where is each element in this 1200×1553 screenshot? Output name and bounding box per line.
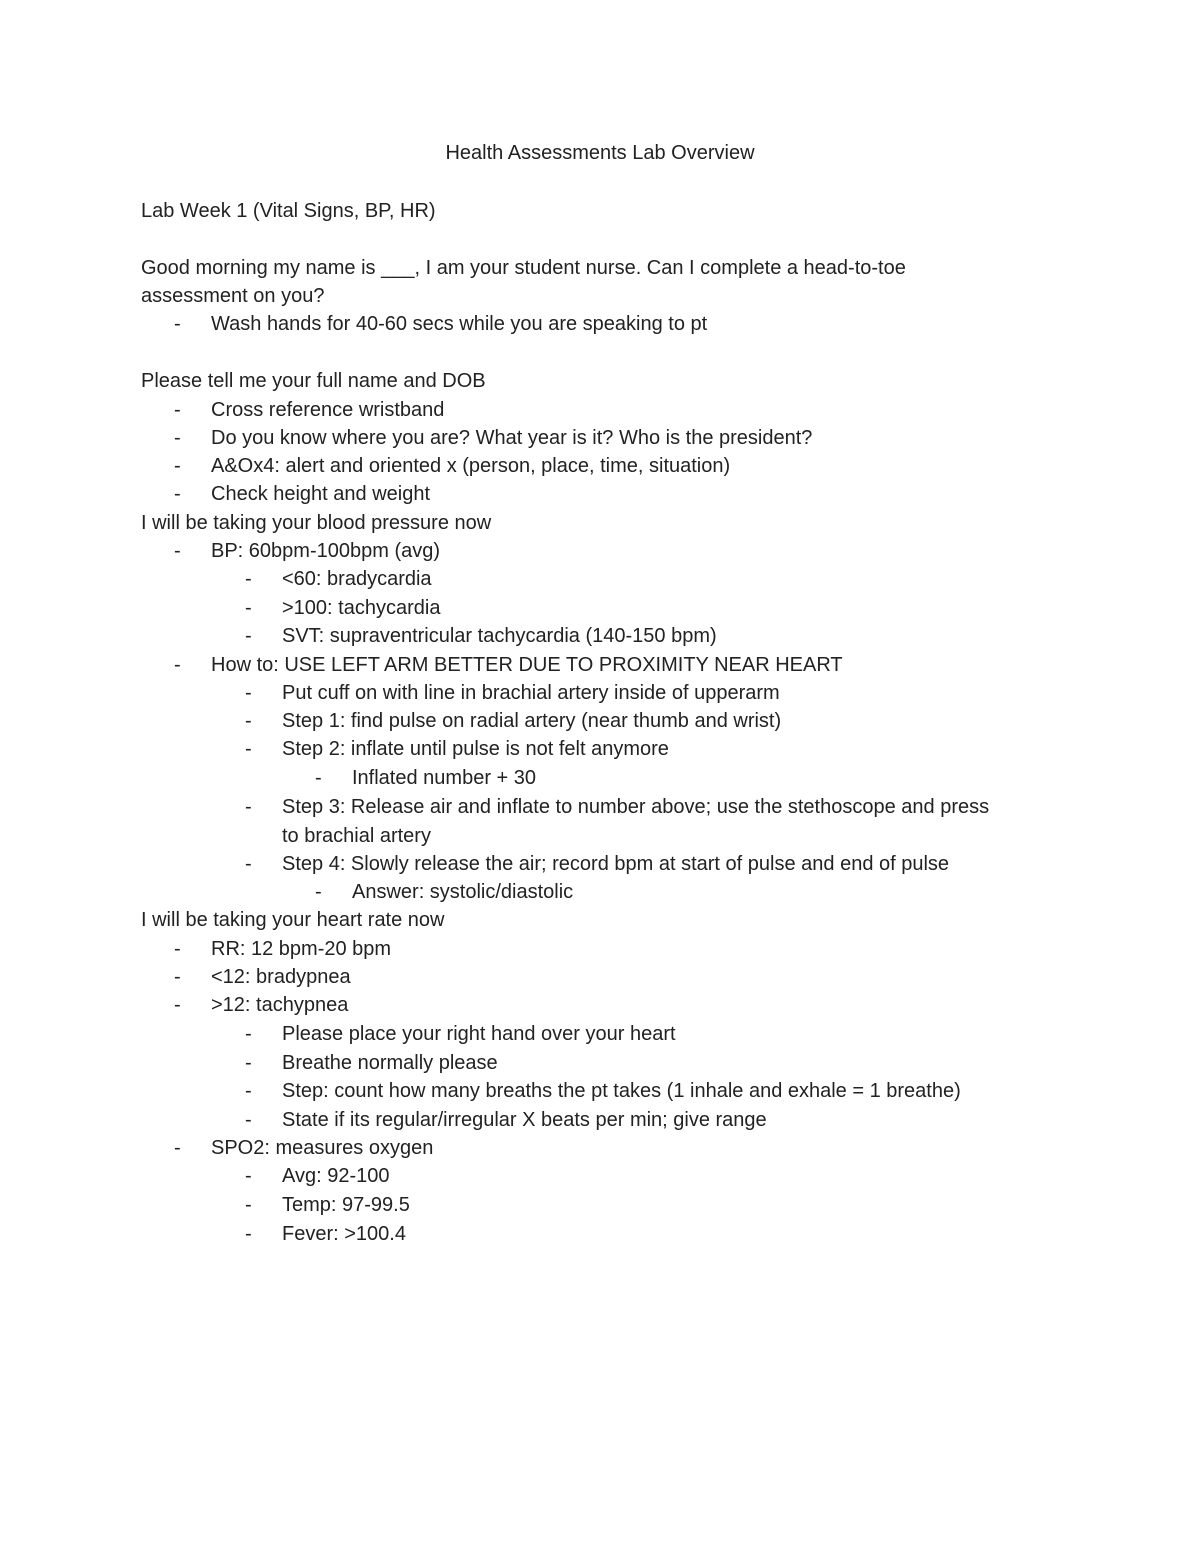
line-text: Step 3: Release air and inflate to number above; use the stethoscope and press	[282, 796, 990, 818]
line-text: BP: 60bpm-100bpm (avg)	[211, 540, 441, 562]
line-text: Do you know where you are? What year is it? Who is the president?	[211, 427, 813, 449]
list-item	[0, 850, 1200, 878]
bullet-dash: -	[315, 767, 322, 789]
line-text: Please tell me your full name and DOB	[141, 370, 486, 392]
line-text: I will be taking your heart rate now	[141, 909, 445, 931]
list-item	[0, 1162, 1200, 1190]
list-item	[0, 622, 1200, 650]
line-text: Answer: systolic/diastolic	[352, 881, 574, 903]
bullet-dash: -	[315, 881, 322, 903]
bullet-dash: -	[245, 625, 252, 647]
list-item	[0, 1134, 1200, 1162]
line-text: SVT: supraventricular tachycardia (140-150 bpm)	[282, 625, 717, 647]
bullet-dash: -	[174, 938, 181, 960]
bullet-dash: -	[245, 853, 252, 875]
bullet-dash: -	[174, 455, 181, 477]
line-text: Step 1: find pulse on radial artery (near thumb and wrist)	[282, 710, 782, 732]
list-item	[0, 480, 1200, 508]
line-text: Step 2: inflate until pulse is not felt anymore	[282, 738, 669, 760]
bullet-dash: -	[245, 710, 252, 732]
line-text: Please place your right hand over your heart	[282, 1023, 676, 1045]
line-text: Step: count how many breaths the pt takes (1 inhale and exhale = 1 breathe)	[282, 1080, 961, 1102]
line-text: Good morning my name is ___, I am your student nurse. Can I complete a head-to-toe	[141, 257, 906, 279]
line-text: Check height and weight	[211, 483, 431, 505]
line-text: Temp: 97-99.5	[282, 1194, 410, 1216]
bullet-dash: -	[245, 738, 252, 760]
list-item	[0, 452, 1200, 480]
bullet-dash: -	[245, 568, 252, 590]
bullet-dash: -	[245, 1080, 252, 1102]
line-text: Breathe normally please	[282, 1052, 498, 1074]
bullet-dash: -	[174, 427, 181, 449]
line-text: >12: tachypnea	[211, 994, 349, 1016]
list-item	[0, 793, 1200, 821]
bullet-dash: -	[174, 654, 181, 676]
line-text: Put cuff on with line in brachial artery inside of upperarm	[282, 682, 780, 704]
paragraph-line	[0, 254, 1200, 282]
list-item	[0, 396, 1200, 424]
list-item	[0, 1020, 1200, 1048]
line-text: A&Ox4: alert and oriented x (person, place, time, situation)	[211, 455, 731, 477]
bullet-dash: -	[245, 1023, 252, 1045]
list-item	[0, 735, 1200, 763]
line-text: Inflated number + 30	[352, 767, 537, 789]
bullet-dash: -	[245, 597, 252, 619]
line-text: I will be taking your blood pressure now	[141, 512, 492, 534]
line-text: assessment on you?	[141, 285, 325, 307]
paragraph-line	[0, 509, 1200, 537]
bullet-dash: -	[174, 483, 181, 505]
line-text: SPO2: measures oxygen	[211, 1137, 434, 1159]
bullet-dash: -	[245, 1194, 252, 1216]
bullet-dash: -	[245, 1165, 252, 1187]
list-item	[0, 991, 1200, 1019]
bullet-dash: -	[245, 1109, 252, 1131]
list-item	[0, 679, 1200, 707]
list-item	[0, 565, 1200, 593]
list-item	[0, 963, 1200, 991]
bullet-dash: -	[245, 682, 252, 704]
bullet-dash: -	[174, 399, 181, 421]
list-item	[0, 1049, 1200, 1077]
line-text: Cross reference wristband	[211, 399, 445, 421]
line-text: Wash hands for 40-60 secs while you are speaking to pt	[211, 313, 708, 335]
list-item	[0, 537, 1200, 565]
line-text: How to: USE LEFT ARM BETTER DUE TO PROXIMITY NEAR HEART	[211, 654, 843, 676]
line-text: <12: bradypnea	[211, 966, 351, 988]
bullet-dash: -	[174, 540, 181, 562]
bullet-dash: -	[174, 966, 181, 988]
line-text: State if its regular/irregular X beats per min; give range	[282, 1109, 767, 1131]
list-item	[0, 1191, 1200, 1219]
list-item	[0, 594, 1200, 622]
list-item	[0, 764, 1200, 792]
bullet-dash: -	[174, 994, 181, 1016]
bullet-dash: -	[174, 1137, 181, 1159]
bullet-dash: -	[174, 313, 181, 335]
list-item	[0, 1220, 1200, 1248]
line-text: Avg: 92-100	[282, 1165, 390, 1187]
bullet-dash: -	[245, 1052, 252, 1074]
line-text: Lab Week 1 (Vital Signs, BP, HR)	[141, 200, 436, 222]
list-item	[0, 310, 1200, 338]
paragraph-line	[0, 367, 1200, 395]
line-text: to brachial artery	[282, 825, 431, 847]
bullet-dash: -	[245, 1223, 252, 1245]
list-item	[0, 822, 1200, 850]
document-title: Health Assessments Lab Overview	[445, 142, 755, 164]
line-text: Fever: >100.4	[282, 1223, 406, 1245]
paragraph-line	[0, 906, 1200, 934]
line-text: RR: 12 bpm-20 bpm	[211, 938, 392, 960]
list-item	[0, 1106, 1200, 1134]
list-item	[0, 1077, 1200, 1105]
list-item	[0, 424, 1200, 452]
list-item	[0, 878, 1200, 906]
list-item	[0, 935, 1200, 963]
list-item	[0, 707, 1200, 735]
line-text: <60: bradycardia	[282, 568, 432, 590]
paragraph-line	[0, 197, 1200, 225]
paragraph-line	[0, 282, 1200, 310]
line-text: >100: tachycardia	[282, 597, 441, 619]
bullet-dash: -	[245, 796, 252, 818]
list-item	[0, 651, 1200, 679]
line-text: Step 4: Slowly release the air; record bpm at start of pulse and end of pulse	[282, 853, 950, 875]
